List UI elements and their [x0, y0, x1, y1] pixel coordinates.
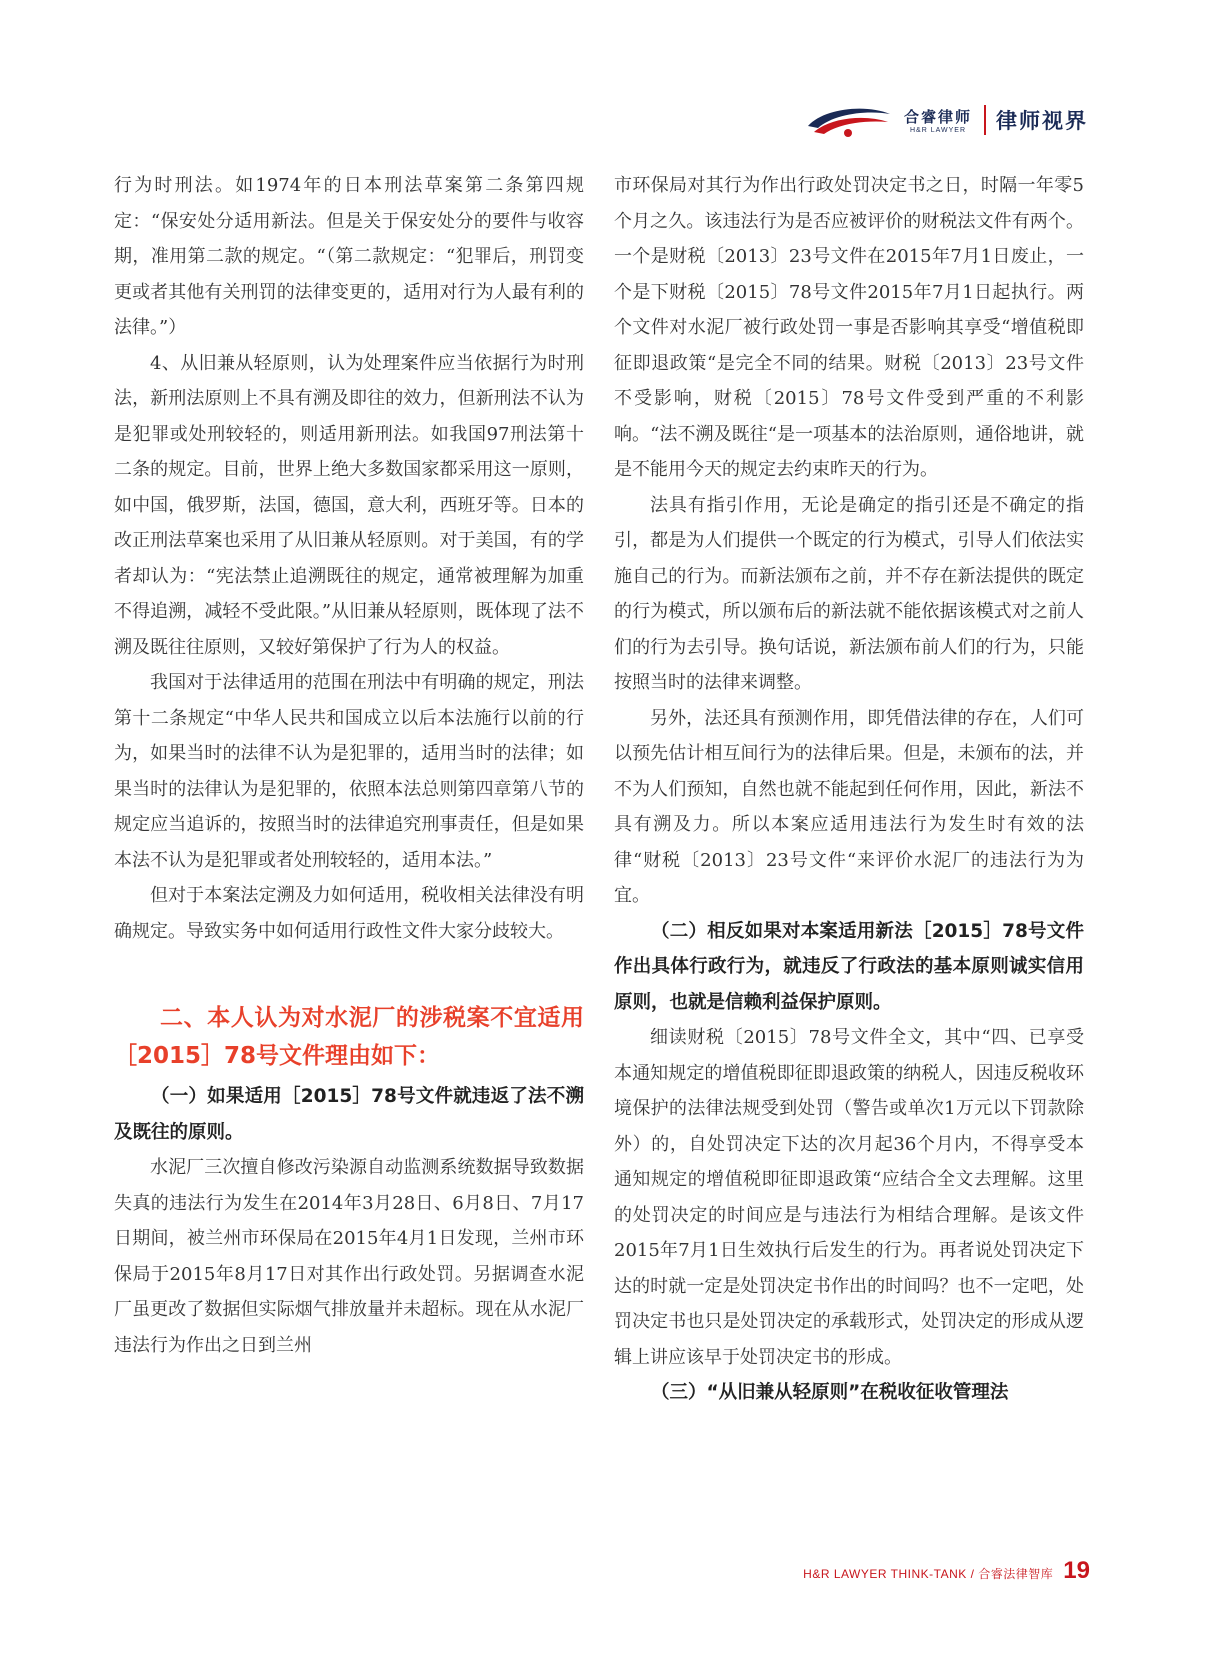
paragraph: 4、从旧兼从轻原则，认为处理案件应当依据行为时刑法，新刑法原则上不具有溯及即往的效力，但新刑法不认为是犯罪或处刑较轻的，则适用新刑法。如我国97刑法第十二条的规定。目前，世界上绝大多数国家都采用这一原则，如中国，俄罗斯，法国，德国，意大利，西班牙等。日本的改正刑法草案也采用了从旧兼从轻原则。对于美国，有的学者却认为：“宪法禁止追溯既往的规定，通常被理解为加重不得追溯，减轻不受此限。”从旧兼从轻原则，既体现了法不溯及既往往原则，又较好第保护了行为人的权益。 — [114, 352, 584, 658]
firm-name-cn: 合睿律师 — [903, 108, 972, 126]
paragraph: 我国对于法律适用的范围在刑法中有明确的规定，刑法第十二条规定“中华人民共和国成立以后本法施行以前的行为，如果当时的法律不认为是犯罪的，适用当时的法律；如果当时的法律认为是犯罪的，依照本法总则第四章第八节的规定应当追诉的，按照当时的法律追究刑事责任，但是如果本法不认为是犯罪或者处刑较轻的，适用本法。” — [114, 672, 584, 871]
paragraph: 水泥厂三次擅自修改污染源自动监测系统数据导致数据失真的违法行为发生在2014年3月28日、6月8日、7月17日期间，被兰州市环保局在2015年4月1日发现，兰州市环保局于2015年8月17日对其作出行政处罚。另据调查水泥厂虽更改了数据但实际烟气排放量并未超标。现在从水泥厂违法行为作出之日到兰州 — [114, 1157, 584, 1356]
firm-logo-text — [904, 106, 972, 134]
paragraph: 行为时刑法。如1974年的日本刑法草案第二条第四规定：“保安处分适用新法。但是关于保安处分的要件与收容期，准用第二款的规定。“（第二款规定：“犯罪后，刑罚变更或者其他有关刑罚的法律变更的，适用对行为人最有利的法律。”） — [114, 175, 584, 338]
page-number: 19 — [1063, 1557, 1090, 1584]
paragraph: 法具有指引作用，无论是确定的指引还是不确定的指引，都是为人们提供一个既定的行为模式，引导人们依法实施自己的行为。而新法颁布之前，并不存在新法提供的既定的行为模式，所以颁布后的新法就不能依据该模式对之前人们的行为去引导。换句话说，新法颁布前人们的行为，只能按照当时的法律来调整。 — [614, 494, 1084, 693]
paragraph: 另外，法还具有预测作用，即凭借法律的存在，人们可以预先估计相互间行为的法律后果。但是，未颁布的法，并不为人们预知，自然也就不能起到任何作用，因此，新法不具有溯及力。所以本案应适用违法行为发生时有效的法律“财税〔2013〕23号文件“来评价水泥厂的违法行为为宜。 — [614, 707, 1084, 906]
firm-logo-icon — [804, 100, 894, 140]
subsection-heading: （二）相反如果对本案适用新法［2015］78号文件作出具体行政行为，就违反了行政法的基本原则诚实信用原则，也就是信赖利益保护原则。 — [614, 920, 1084, 1013]
paragraph: 但对于本案法定溯及力如何适用，税收相关法律没有明确规定。导致实务中如何适用行政性文件大家分歧较大。 — [114, 885, 584, 942]
subsection-heading: （一）如果适用［2015］78号文件就违返了法不溯及既往的原则。 — [114, 1086, 584, 1143]
footer-publication: H&R LAWYER THINK-TANK / 合睿法律智库 — [803, 1567, 1054, 1581]
section-title: 律师视界 — [996, 109, 1088, 133]
firm-name-en: H&R LAWYER — [909, 127, 966, 134]
subsection-heading: （三）“从旧兼从轻原则”在税收征收管理法 — [651, 1382, 1009, 1403]
page-footer — [803, 1557, 1090, 1585]
paragraph: 市环保局对其行为作出行政处罚决定书之日，时隔一年零5个月之久。该违法行为是否应被评价的财税法文件有两个。一个是财税〔2013〕23号文件在2015年7月1日废止，一个是下财税〔2015〕78号文件2015年7月1日起执行。两个文件对水泥厂被行政处罚一事是否影响其享受“增值税即征即退政策“是完全不同的结果。财税〔2013〕23号文件不受影响，财税〔2015〕78号文件受到严重的不利影响。“法不溯及既往“是一项基本的法治原则，通俗地讲，就是不能用今天的规定去约束昨天的行为。 — [614, 175, 1084, 480]
page-header — [804, 96, 1088, 144]
section-heading: 二、本人认为对水泥厂的涉税案不宜适用［2015］78号文件理由如下： — [114, 1005, 584, 1069]
right-column — [614, 168, 1084, 1411]
left-column — [114, 168, 584, 1363]
paragraph: 细读财税〔2015〕78号文件全文，其中“四、已享受本通知规定的增值税即征即退政策的纳税人，因违反税收环境保护的法律法规受到处罚（警告或单次1万元以下罚款除外）的，自处罚决定下达的次月起36个月内，不得享受本通知规定的增值税即征即退政策“应结合全文去理解。这里的处罚决定的时间应是与违法行为相结合理解。是该文件2015年7月1日生效执行后发生的行为。再者说处罚决定下达的时就一定是处罚决定书作出的时间吗？也不一定吧，处罚决定书也只是处罚决定的承载形式，处罚决定的形成从逻辑上讲应该早于处罚决定书的形成。 — [614, 1027, 1084, 1368]
header-divider — [984, 105, 986, 135]
